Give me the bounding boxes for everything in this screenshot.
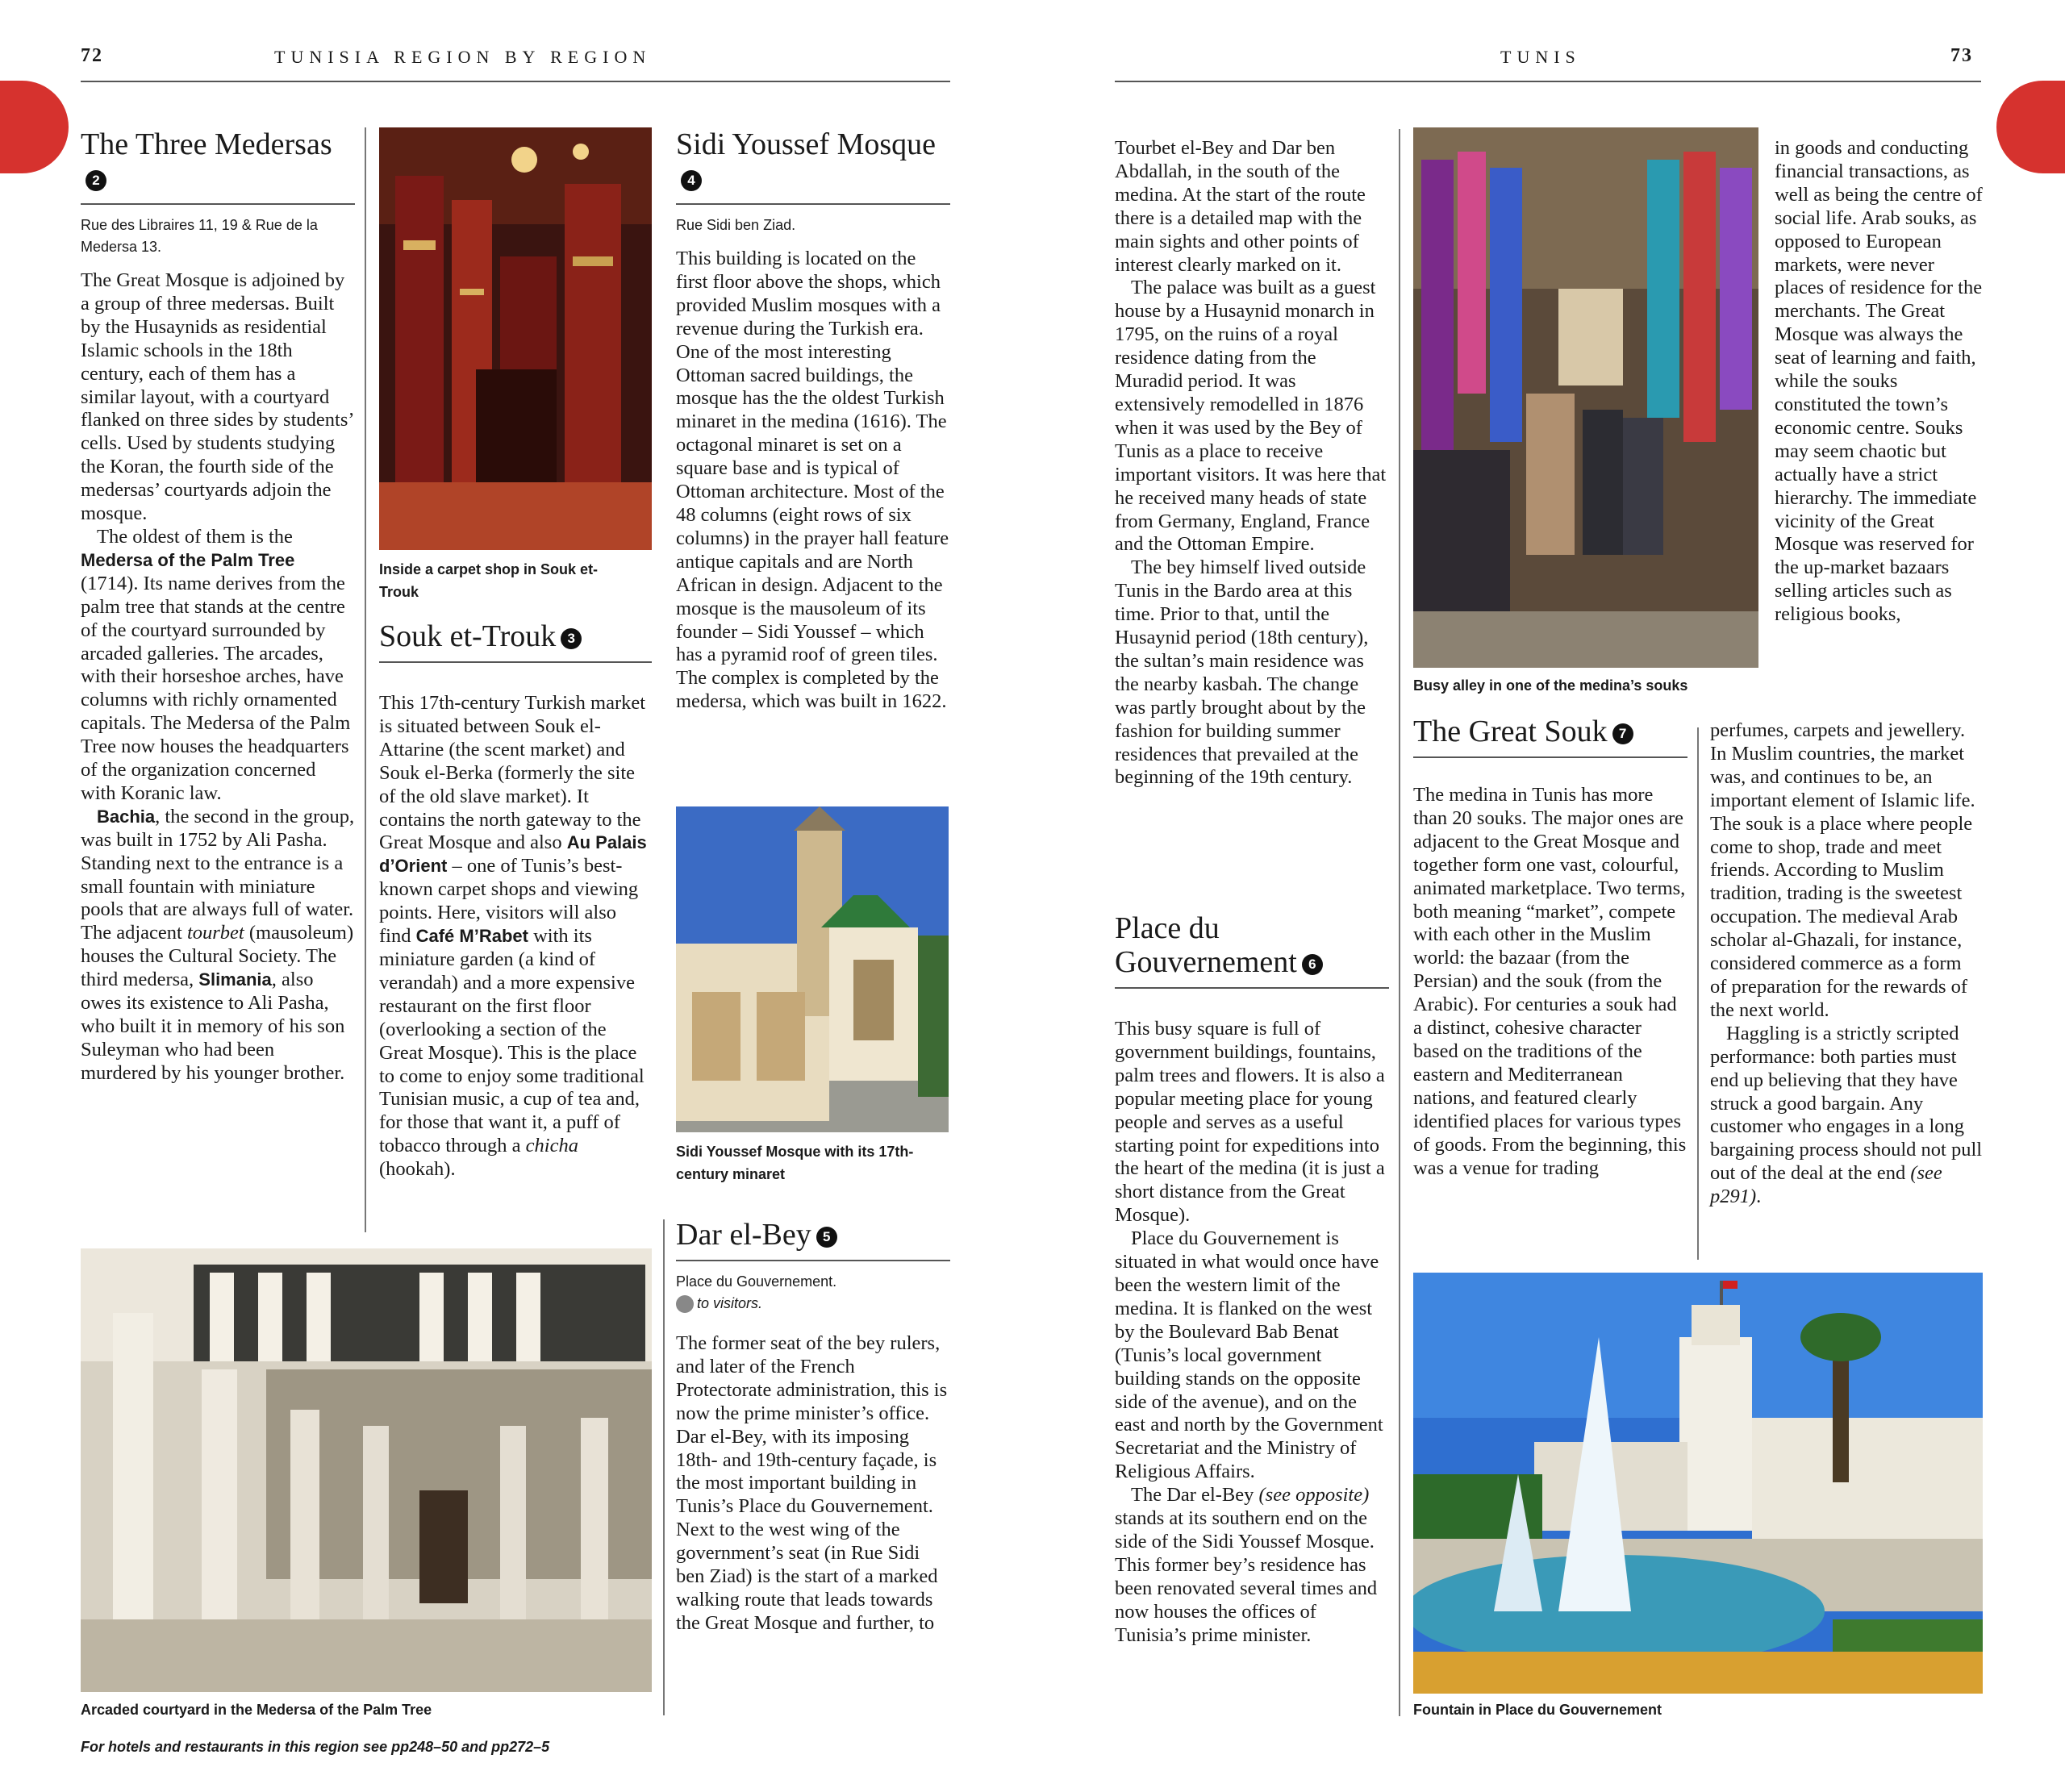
column-rule [1399,129,1400,1716]
entry-number-badge: 5 [816,1227,837,1248]
three-medersas-p2: The oldest of them is the Medersa of the Palm Tree (1714). Its name derives from the palm tree that stands at the centre of the courtyard surrounded by arcaded galleries. The arcades, with their horseshoe arches, have columns with richly ornamented capitals. The Medersa of the Palm Tree now houses the headquarters of the organization concerned with Koranic law. [81,525,351,804]
courtyard-caption: Arcaded courtyard in the Medersa of the Palm Tree [81,1702,432,1718]
sidi-youssef-address: Rue Sidi ben Ziad. [676,217,796,233]
entry-number-badge: 2 [86,170,106,191]
right-col3-bottom-p1: perfumes, carpets and jewellery. In Muslim countries, the market was, and continues to be, an important element of Islamic life. The souk is a place where people come to shop, trade and meet friends. According to Muslim tradition, trading is the sweetest occupation. The medieval Arab scholar al-Ghazali, for instance, considered commerce as a form of preparation for the rewards of the next world. [1710,719,1975,1021]
running-head-left: TUNISIA REGION BY REGION [274,47,652,67]
entry-number-badge: 7 [1612,723,1633,744]
section-tab-right [1996,81,2065,173]
great-souk-continued-top [1775,137,1984,627]
great-souk-text: The medina in Tunis has more than 20 souks. The major ones are adjacent to the Great Mosque and together form one vast, colourful, animated marketplace. Two terms, both meaning “market”, compete with each other in the Muslim world: the bazaar (from the Persian) and the souk (from the Arabic). For centuries a souk had a distinct, cohesive character based on the traditions of the eastern and Mediterranean nations, and featured clearly identified places for various types of goods. From the beginning, this was a venue for trading [1413,784,1687,1179]
footer-note: For hotels and restaurants in this region see pp248–50 and pp272–5 [81,1739,550,1755]
sidi-youssef-heading: Sidi Youssef Mosque4 [676,127,950,205]
column-rule [663,1219,665,1715]
sidi-youssef-caption: Sidi Youssef Mosque with its 17th-century minaret [676,1144,914,1182]
three-medersas-p1: The Great Mosque is adjoined by a group of three medersas. Built by the Husaynids as residential Islamic schools in the 18th century, each of them has a similar layout, with a courtyard flanked on three sides by students’ cells. Used by students studying the Koran, the fourth side of the medersas’ courtyards adjoin the mosque. [81,269,353,525]
place-gouvernement-p1: This busy square is full of government buildings, fountains, palm trees and flowers. It is also a popular meeting place for young people and serves as a useful starting point for expeditions into the heart of the medina (it is just a short distance from the Great Mosque). [1115,1018,1385,1227]
sidi-youssef-article [676,127,950,714]
carpet-shop-caption: Inside a carpet shop in Souk et-Trouk [379,561,599,600]
three-medersas-heading: The Three Medersas2 [81,127,355,205]
place-gouvernement-article [1115,911,1389,1647]
dar-el-bey-address: Place du Gouvernement. to visitors. [676,1271,950,1315]
closed-icon [676,1295,694,1313]
dar-el-bey-continued [1115,137,1389,790]
three-medersas-p3: Bachia, the second in the group, was built in 1752 by Ali Pasha. Standing next to the entrance is a small fountain with miniature pools that are always full of water. The adjacent tourbet (mausoleum) houses the Cultural Society. The third medersa, Slimania, also owes its existence to Ali Pasha, who built it in memory of his son Suleyman who had been murdered by his younger brother. [81,805,355,1084]
right-col1-p2: The palace was built as a guest house by a Husaynid monarch in 1795, on the ruins of a royal residence dating from the Muradid period. It was extensively remodelled in 1876 when it was used by the Bey of Tunis as a place to receive important visitors. It was here that he received many heads of state from Germany, England, France and the Ottoman Empire. [1115,277,1387,556]
right-col3-top-text: in goods and conducting financial transactions, as well as being the centre of social life. Arab souks, as opposed to European markets, were never places of residence for the merchants. The Great Mosque was always the seat of learning and faith, while the souks constituted the town’s economic centre. Souks may seem chaotic but actually have a strict hierarchy. The immediate vicinity of the Great Mosque was reserved for the up-market bazaars selling articles such as religious books, [1775,137,1983,626]
right-col3-bottom-p2: Haggling is a strictly scripted performance: both parties must end up believing that they have struck a good bargain. Any customer who engages in a long bargaining process should not pull out of the deal at the end (see p291). [1710,1022,1983,1208]
fountain-caption: Fountain in Place du Gouvernement [1413,1702,1662,1718]
right-col1-p3: The bey himself lived outside Tunis in the Bardo area at this time. Prior to that, until the Husaynid period (18th century), the sultan’s main residence was the nearby kasbah. The change was partly brought about by the fashion for building summer residences that prevailed at the beginning of the 19th century. [1115,556,1369,789]
entry-number-badge: 6 [1302,954,1323,975]
three-medersas-address: Rue des Libraires 11, 19 & Rue de la Medersa 13. [81,217,318,255]
souk-alley-caption: Busy alley in one of the medina’s souks [1413,677,1688,694]
dar-el-bey-text: The former seat of the bey rulers, and later of the French Protectorate administration, this is now the prime minister’s office. Dar el-Bey, with its imposing 18th- and 19th-century façade, is the most important building in Tunis’s Place du Gouvernement. Next to the west wing of the government’s seat (in Rue Sidi ben Ziad) is the start of a marked walking route that leads towards the Great Mosque and further, to [676,1332,948,1634]
great-souk-continued-bottom [1710,719,1983,1209]
entry-number-badge: 3 [561,628,582,649]
three-medersas-article [81,127,355,1086]
running-head-right: TUNIS [1500,47,1581,67]
page-number-right: 73 [1950,45,1973,66]
header-rule-right [1115,81,1981,82]
souk-et-trouk-heading: Souk et-Trouk 3 [379,619,652,663]
page-number-left: 72 [81,45,103,66]
great-souk-heading: The Great Souk 7 [1413,715,1687,758]
dar-el-bey-heading: Dar el-Bey 5 [676,1218,950,1261]
column-rule [1697,727,1699,1260]
souk-alley-photo [1413,127,1758,668]
souk-et-trouk-text: This 17th-century Turkish market is situated between Souk el-Attarine (the scent market) and Souk el-Berka (formerly the site of the old slave market). It contains the north gateway to the Great Mosque and also Au Palais d’Orient – one of Tunis’s best-known carpet shops and viewing points. Here, visitors will also find Café M’Rabet with its miniature garden (a kind of verandah) and a more expensive restaurant on the first floor (overlooking a section of the Great Mosque). This is the place to come to enjoy some traditional Tunisian music, a cup of tea and, for those that want it, a puff of tobacco through a chicha (hookah). [379,692,647,1181]
header-rule-left [81,81,950,82]
souk-et-trouk-article [379,619,652,1181]
entry-number-badge: 4 [681,170,702,191]
dar-el-bey-article [676,1218,950,1636]
place-gouvernement-p3: The Dar el-Bey (see opposite) stands at its southern end on the side of the Sidi Youssef Mosque. This former bey’s residence has been renovated several times and now houses the offices of Tunisia’s prime minister. [1115,1484,1378,1646]
sidi-youssef-text: This building is located on the first floor above the shops, which provided Muslim mosques with a revenue during the Turkish era. One of the most interesting Ottoman sacred buildings, the mosque has the the oldest Turkish minaret in the medina (1616). The octagonal minaret is set on a square base and is typical of Ottoman architecture. Most of the 48 columns (eight rows of six columns) in the prayer hall feature antique capitals and are North African in design. Adjacent to the mosque is the mausoleum of its founder – Sidi Youssef – which has a pyramid roof of green tiles. The complex is completed by the medersa, which was built in 1622. [676,248,949,713]
place-gouvernement-p2: Place du Gouvernement is situated in what would once have been the western limit of the medina. It is flanked on the west by the Boulevard Bab Benat (Tunis’s local government building stands on the opposite side of the avenue), and on the east and north by the Government Secretariat and the Ministry of Religious Affairs. [1115,1227,1383,1483]
right-col1-p1: Tourbet el-Bey and Dar ben Abdallah, in the south of the medina. At the start of the route there is a detailed map with the main sights and other points of interest clearly marked on it. [1115,137,1366,276]
section-tab-left [0,81,69,173]
sidi-youssef-mosque-photo [676,806,949,1132]
fountain-photo [1413,1273,1983,1694]
great-souk-article [1413,715,1687,1180]
column-rule [365,127,366,1232]
medersa-courtyard-photo [81,1248,652,1692]
place-gouvernement-heading: Place du Gouvernement 6 [1115,911,1389,989]
carpet-shop-photo [379,127,652,550]
